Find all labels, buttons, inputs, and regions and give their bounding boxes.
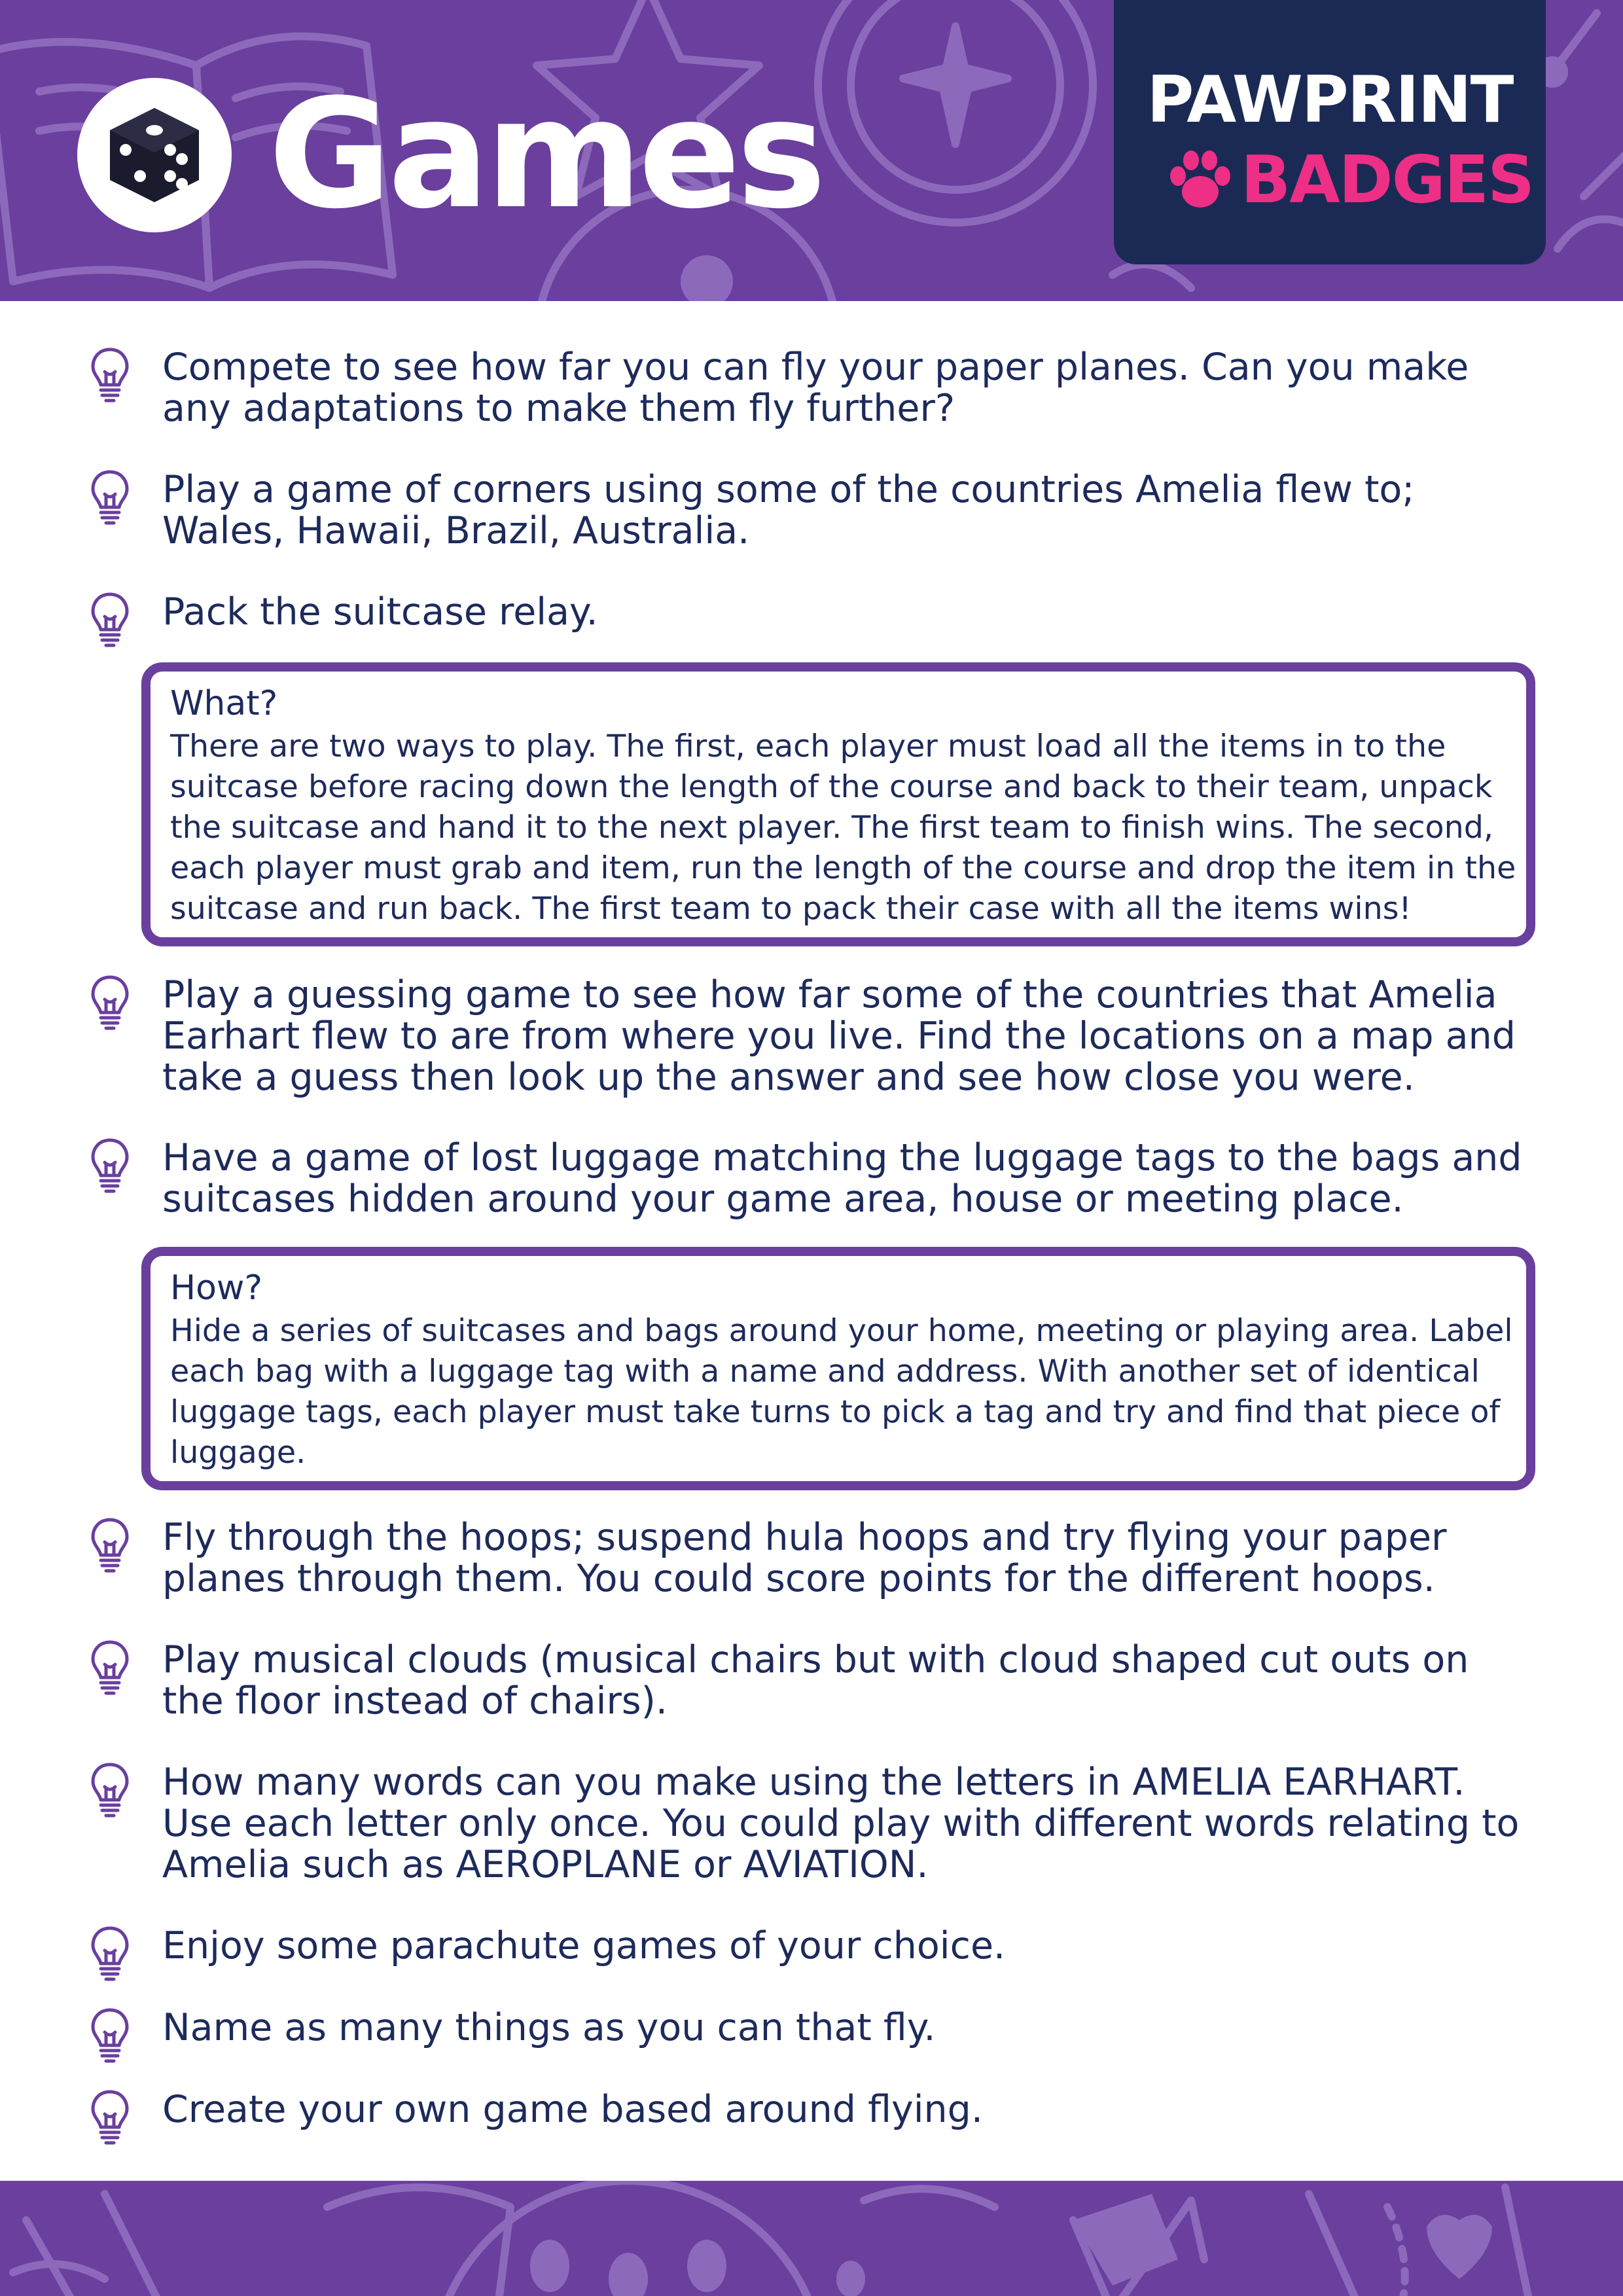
item-text: Pack the suitcase relay. [162, 590, 598, 634]
lightbulb-icon [89, 2089, 131, 2148]
paw-icon [1168, 149, 1233, 211]
item-text: Create your own game based around flying. [162, 2088, 983, 2131]
item-text: Have a game of lost luggage matching the luggage tags to the bags and suitcases hidden around your game area, house or meeting place. [162, 1136, 1522, 1221]
info-box-heading: What? [170, 684, 278, 723]
lightbulb-icon [89, 975, 131, 1033]
brand-logo [1114, 0, 1546, 264]
footer-banner [0, 2181, 1623, 2296]
info-box-what [141, 662, 1535, 946]
title-group [77, 67, 823, 242]
item-text: Name as many things as you can that fly. [162, 2006, 936, 2049]
lightbulb-icon [89, 347, 131, 406]
footer-doodle-pattern [0, 2181, 1623, 2296]
item-text: How many words can you make using the letters in AMELIA EARHART. Use each letter only once. You could play with different words relating to Amelia such as AEROPLANE or AVIATION. [162, 1761, 1520, 1886]
info-box-body: There are two ways to play. The first, each player must load all the items in to the suitcase before racing down the length of the course and back to their team, unpack the suitcase and hand it to the next player. The first team to finish wins. The second, each player must grab and item, run the length of the course and drop the item in the suitcase and run back. The first team to pack their case with all the items wins! [170, 728, 1516, 927]
brand-line-pawprint: PAWPRINT [1147, 63, 1513, 137]
info-box-heading: How? [170, 1268, 263, 1308]
lightbulb-icon [89, 1762, 131, 1821]
lightbulb-icon [89, 469, 131, 528]
item-text: Fly through the hoops; suspend hula hoops and try flying your paper planes through them. You could score points for the different hoops. [162, 1516, 1447, 1600]
item-text: Play musical clouds (musical chairs but with cloud shaped cut outs on the floor instead of chairs). [162, 1638, 1469, 1723]
item-text: Enjoy some parachute games of your choice. [162, 1924, 1006, 1967]
lightbulb-icon [89, 1926, 131, 1984]
lightbulb-icon [89, 592, 131, 651]
item-text: Play a game of corners using some of the countries Amelia flew to; Wales, Hawaii, Brazil, Australia. [162, 468, 1415, 552]
brand-line-badges: BADGES [1241, 141, 1534, 218]
info-box-how [141, 1247, 1535, 1490]
lightbulb-icon [89, 1138, 131, 1196]
lightbulb-icon [89, 1640, 131, 1698]
lightbulb-icon [89, 1517, 131, 1576]
header-banner [0, 0, 1623, 301]
item-text: Play a guessing game to see how far some of the countries that Amelia Earhart flew to are from where you live. Find the locations on a map and take a guess then look up the answer and see how close you were. [162, 973, 1516, 1099]
dice-icon [77, 78, 232, 232]
info-box-body: Hide a series of suitcases and bags around your home, meeting or playing area. Label each bag with a luggage tag with a name and address. With another set of identical luggage tags, each player must take turns to pick a tag and try and find that piece of luggage. [170, 1313, 1513, 1471]
item-text: Compete to see how far you can fly your paper planes. Can you make any adaptations to make them fly further? [162, 346, 1469, 430]
brand-line-badges-group [1168, 141, 1534, 218]
lightbulb-icon [89, 2007, 131, 2066]
page-title: Games [268, 67, 823, 242]
